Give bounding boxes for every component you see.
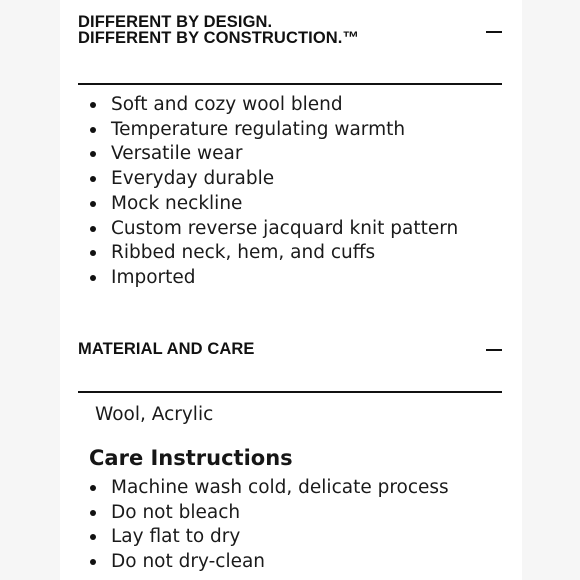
bullet-icon [90, 176, 96, 182]
section-title-design [78, 14, 502, 46]
list-item: Lay flat to dry [90, 525, 449, 550]
product-details-panel [60, 0, 522, 580]
list-item: Versatile wear [90, 142, 458, 167]
collapse-material-button[interactable] [484, 338, 512, 362]
accordion-header-material[interactable] [78, 341, 502, 357]
minus-icon [486, 349, 502, 351]
bullet-icon [90, 226, 96, 232]
list-item: Everyday durable [90, 167, 458, 192]
bullet-icon [90, 201, 96, 207]
list-item: Temperature regulating warmth [90, 118, 458, 143]
section-divider-design [78, 83, 502, 85]
feature-list [90, 93, 458, 291]
bullet-icon [90, 510, 96, 516]
collapse-design-button[interactable] [484, 20, 512, 44]
bullet-icon [90, 127, 96, 133]
list-item: Soft and cozy wool blend [90, 93, 458, 118]
bullet-icon [90, 559, 96, 565]
bullet-icon [90, 250, 96, 256]
care-list [90, 476, 449, 575]
section-title-material: MATERIAL AND CARE [78, 340, 255, 358]
care-instructions-heading: Care Instructions [89, 446, 293, 470]
minus-icon [486, 31, 502, 33]
list-item: Ribbed neck, hem, and cuffs [90, 241, 458, 266]
list-item: Imported [90, 266, 458, 291]
section-title-line-1: DIFFERENT BY DESIGN. [78, 13, 273, 31]
material-composition: Wool, Acrylic [95, 404, 214, 425]
list-item: Mock neckline [90, 192, 458, 217]
section-title-line-2: DIFFERENT BY CONSTRUCTION.™ [78, 29, 360, 47]
list-item: Machine wash cold, delicate process [90, 476, 449, 501]
bullet-icon [90, 151, 96, 157]
bullet-icon [90, 485, 96, 491]
accordion-header-design[interactable] [78, 14, 502, 46]
list-item: Do not bleach [90, 501, 449, 526]
bullet-icon [90, 534, 96, 540]
list-item: Do not dry-clean [90, 550, 449, 575]
list-item: Custom reverse jacquard knit pattern [90, 217, 458, 242]
section-divider-material [78, 391, 502, 393]
bullet-icon [90, 102, 96, 108]
bullet-icon [90, 275, 96, 281]
